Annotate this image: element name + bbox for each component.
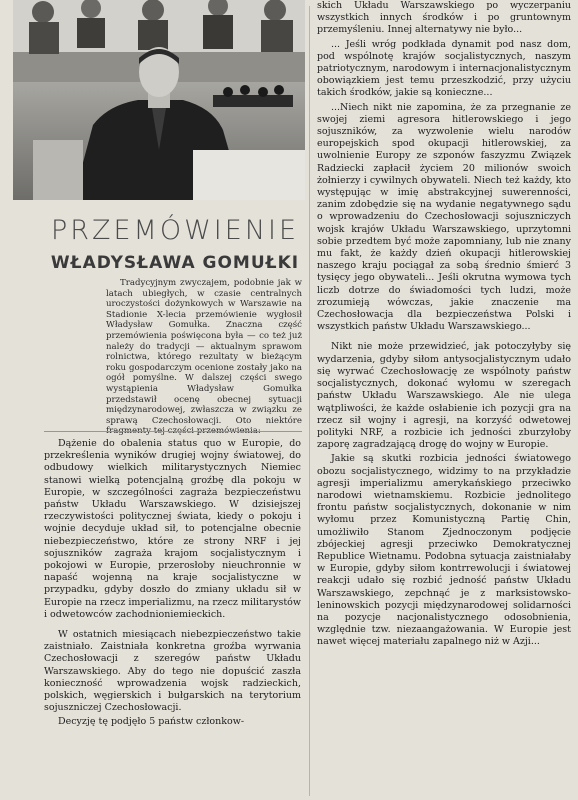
right-paragraph: ...Niech nikt nie zapomina, że za przegnanie ze swojej ziemi agresora hitlerowskiego i jego sojuszników, za wyzwolenie wielu narodów europejskich spod okupacji hitlerowskiej, za uwolnienie Europy ze szponów faszyzmu Związek Radziecki zapłacił życiem 20 milionów swoich żołnierzy i cywilnych obywateli. Niech też każdy, kto występując w imię abstrakcyjnej suwerenności, zanim zdobędzie się na wydanie negatywnego sądu o wprowadzeniu do Czechosłowacji sojuszniczych wojsk krajów Układu Warszawskiego, uprzytomni sobie przedtem być może zapomniany, lub nie znany mu fakt, że każdy dzień okupacji hitlerowskiej naszego kraju pociągał za sobą średnio śmierć 3 tysięcy jego obywateli... Jeśli okrutna wymowa tych liczb dotrze do świadomości tych ludzi, może zrozumieją wówczas, jakie znaczenie ma Czechosłowacja dla bezpieczeństwa Polski i wszystkich państw Układu Warszawskiego... [317, 101, 571, 333]
speaker-photo [13, 0, 305, 200]
article-title-block [50, 216, 300, 274]
left-paragraph: Decyzję tę podjęło 5 państw członkow- [58, 716, 245, 728]
intro-text: Tradycyjnym zwyczajem, podobnie jak w latach ubiegłych, w czasie centralnych uroczystości dożynkowych w Warszawie na Stadionie X-lecia przemówienie wygłosił Władysław Gomułka. Znaczna część przemówienia poświęcona była — co też już należy do tradycji — aktualnym sprawom rolnictwa, którego rezultaty w bieżącym roku gospodarczym ocenione zostały jako na ogół pomyślne. W dalszej części swego wystąpienia Władysław Gomułka przedstawił ocenę obecnej sytuacji międzynarodowej, zwłaszcza w związku ze sprawą Czechosłowacji. Oto niektóre [106, 278, 302, 426]
article-subtitle: WŁADYSŁAWA GOMUŁKI [50, 253, 300, 273]
left-column [44, 438, 301, 729]
intro-paragraph [106, 278, 302, 437]
column-divider [309, 6, 310, 796]
right-paragraph: skich Układu Warszawskiego po wyczerpaniu wszystkich innych środków i po gruntownym przemyśleniu. Innej alternatywy nie było... [317, 0, 571, 36]
left-paragraph: Dążenie do obalenia status quo w Europie, do przekreślenia wyników drugiej wojny światowej, do odbudowy wielkich militarystycznych Niemiec stanowi wielką potencjalną groźbę dla pokoju w Europie, w szczególności zagraża bezpieczeństwu państw Układu Warszawskiego. W dzisiejszej rzeczywistości politycznej świata, kiedy o pokoju i wojnie decyduje układ sił, to potencjalne obecnie niebezpieczeństwo, które ze strony NRF i jej sojuszników zagraża krajom socjalistycznym i pokojowi w Europie, przerosłoby nieuchronnie w napaść wojenną na kraje socjalistyczne w przypadku, gdyby doszło do zmiany układu sił w Europie na rzecz imperializmu, na rzecz militarystów i odwetowców zachodnioniemieckich. [44, 438, 302, 620]
right-paragraph: Nikt nie może przewidzieć, jak potoczyłyby się wydarzenia, gdyby siłom antysocjalistycznym udało się wyrwać Czechosłowację ze wspólnoty państw socjalistycznych, dokonać wyłomu w szeregach państw Układu Warszawskiego. Ale nie ulega wątpliwości, że każde osłabienie ich pozycji gra na rzecz sił wojny i agresji, na korzyść odwetowej polityki NRF, a rozbicie ich jedności zburzyłoby zaporę zagradzającą drogę do wojny w Europie. [317, 341, 571, 451]
right-paragraph: Jakie są skutki rozbicia jedności światowego obozu socjalistycznego, widzimy to na przykładzie agresji imperializmu amerykańskiego przeciwko narodowi wietnamskiemu. Rozbicie jednolitego frontu państw socjalistycznych, dokonanie w nim wyłomu przez Komunistyczną Partię Chin, umożliwiło Stanom Zjednoczonym podjęcie zbójeckiej agresji przeciwko Demokratycznej Republice Wietnamu. Podobna sytuacja zaistniałaby w Europie, gdyby siłom kontrrewolucji i światowej reakcji udało się rozbić jedność państw Układu Warszawskiego, zepchnąć je z marksistowsko-leninowskich pozycji międzynarodowej solidarności na pozycje nacjonalistycznego odosobnienia, względnie tzw. niezaangażowania. W Europie jest nawet więcej materiału zapalnego niż w Azji... [317, 453, 571, 648]
speaker-photo-graphic [13, 0, 305, 200]
article-title: PRZEMÓWIENIE [50, 215, 300, 246]
intro-divider [44, 431, 302, 432]
left-paragraph: W ostatnich miesiącach niebezpieczeństwo takie zaistniało. Zaistniała konkretna groźba wyrwania Czechosłowacji z szeregów państw Układu Warszawskiego. Aby do tego nie dopuścić zaszła konieczność wprowadzenia wojsk radzieckich, polskich, węgierskich i bułgarskich na terytorium sojuszniczej Czechosłowacji. [44, 629, 301, 714]
right-column [317, 0, 571, 649]
right-paragraph: ... Jeśli wróg podkłada dynamit pod nasz dom, pod wspólnotę krajów socjalistycznych, naszym patriotycznym, narodowym i internacjonalistycznym obowiązkiem jest temu przeszkodzić, przy użyciu takich środków, jakie są konieczne... [317, 38, 571, 99]
